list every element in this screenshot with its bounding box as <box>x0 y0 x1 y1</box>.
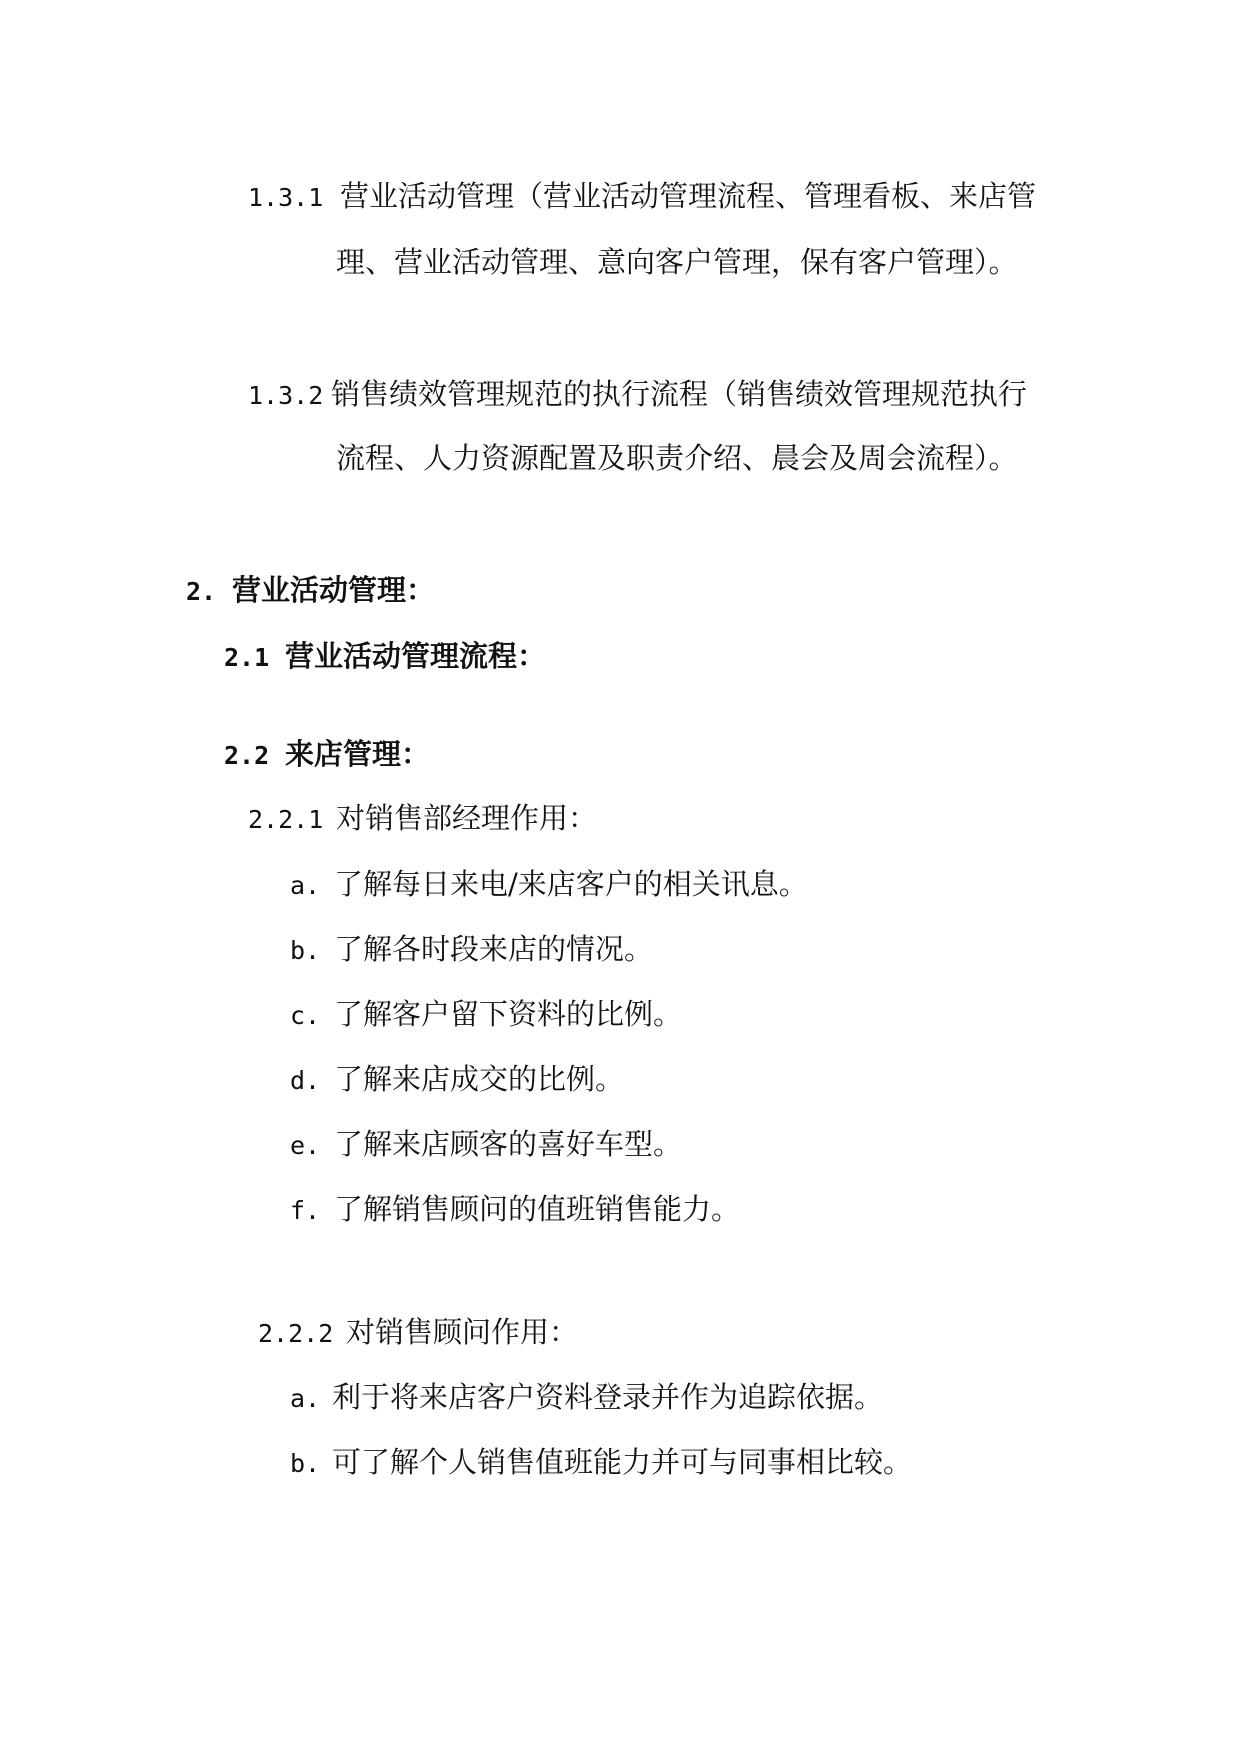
list-item: 利于将来店客户资料登录并作为追踪依据。 <box>332 1380 884 1414</box>
list-item: 了解来店顾客的喜好车型。 <box>334 1127 683 1161</box>
heading-number: 2.1 <box>224 643 270 672</box>
heading-title: 来店管理： <box>285 737 431 771</box>
list-marker: b. <box>290 936 321 965</box>
heading-number: 2.2 <box>224 741 270 770</box>
heading-title: 营业活动管理流程： <box>285 639 547 673</box>
list-marker: e. <box>290 1131 321 1160</box>
list-item: 了解各时段来店的情况。 <box>334 932 654 966</box>
subsection-title: 对销售部经理作用： <box>336 801 598 835</box>
list-item: 了解来店成交的比例。 <box>334 1062 625 1096</box>
heading-title: 营业活动管理： <box>232 573 436 607</box>
list-item: 了解每日来电/来店客户的相关讯息。 <box>334 867 808 901</box>
section-text: 营业活动管理（营业活动管理流程、管理看板、来店管 <box>340 179 1037 213</box>
list-marker: c. <box>290 1001 321 1030</box>
list-marker: d. <box>290 1066 321 1095</box>
list-item: 了解客户留下资料的比例。 <box>334 997 683 1031</box>
subsection-title: 对销售顾问作用： <box>346 1315 579 1349</box>
section-text: 销售绩效管理规范的执行流程（销售绩效管理规范执行 <box>331 377 1028 411</box>
section-number: 1.3.2 <box>248 381 324 410</box>
section-text: 理、营业活动管理、意向客户管理，保有客户管理）。 <box>336 245 1018 279</box>
list-marker: a. <box>290 871 321 900</box>
list-item: 了解销售顾问的值班销售能力。 <box>334 1192 741 1226</box>
section-text: 流程、人力资源配置及职责介绍、晨会及周会流程）。 <box>336 441 1018 475</box>
section-number: 1.3.1 <box>248 183 324 212</box>
subsection-number: 2.2.1 <box>248 805 324 834</box>
list-marker: f. <box>290 1196 321 1225</box>
list-item: 可了解个人销售值班能力并可与同事相比较。 <box>332 1445 913 1479</box>
list-marker: b. <box>290 1449 321 1478</box>
list-marker: a. <box>290 1384 321 1413</box>
subsection-number: 2.2.2 <box>258 1319 334 1348</box>
heading-number: 2. <box>186 577 217 606</box>
